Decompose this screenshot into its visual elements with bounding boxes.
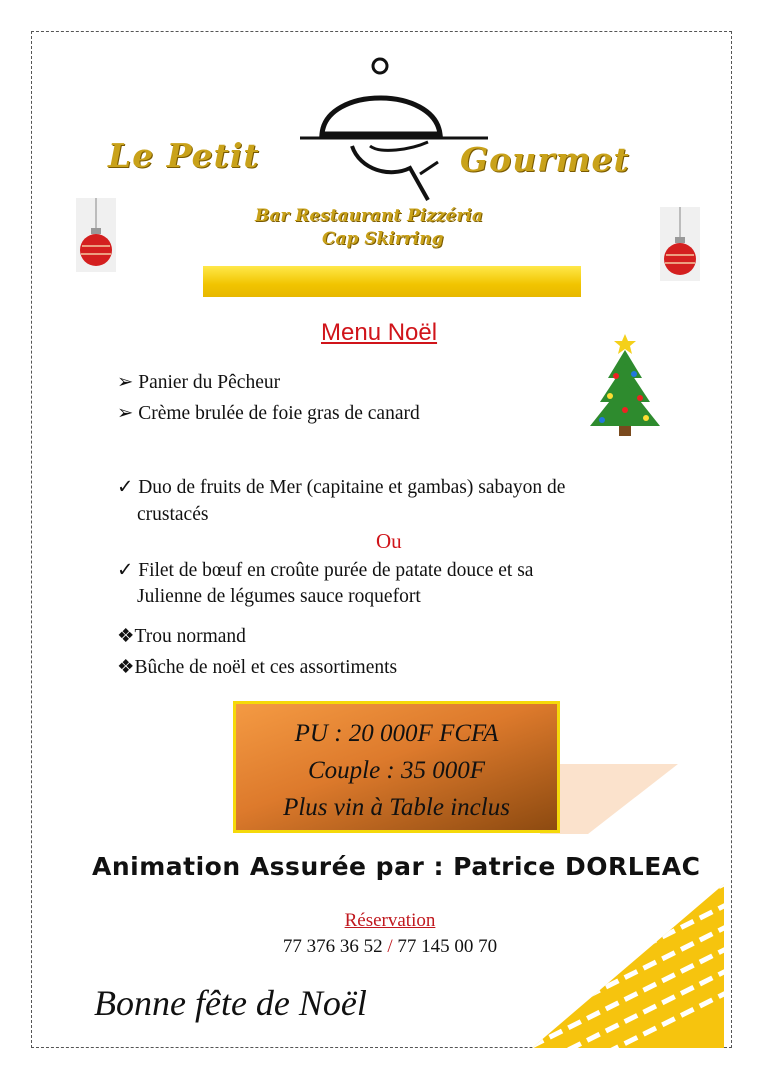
- logo-subtitle-2: Cap Skirring: [322, 229, 444, 249]
- diamond-bullet-icon: ❖: [117, 626, 135, 647]
- gold-ribbon: [203, 266, 581, 297]
- logo-word-left: Le Petit: [108, 136, 260, 175]
- price-wine: Plus vin à Table inclus: [283, 794, 510, 821]
- starter-item: ➢ Panier du Pêcheur: [117, 372, 281, 393]
- price-couple: Couple : 35 000F: [307, 757, 486, 784]
- diamond-bullet-icon: ❖: [117, 657, 135, 678]
- reservation-label: Réservation: [344, 910, 436, 931]
- dessert-item: ❖Trou normand: [117, 626, 246, 647]
- logo-subtitle-1: Bar Restaurant Pizzéria: [255, 206, 483, 226]
- price-box: [233, 701, 560, 833]
- peach-ribbon-decoration: [540, 764, 680, 834]
- main-item-continuation: Julienne de légumes sauce roquefort: [137, 586, 421, 607]
- main-item: ✓ Filet de bœuf en croûte purée de patate douce et sa: [117, 560, 534, 581]
- christmas-bauble-icon-left: [76, 198, 116, 272]
- logo-word-right: Gourmet: [460, 140, 630, 179]
- animation-credit: Animation Assurée par : Patrice DORLEAC: [92, 852, 701, 881]
- phone-number[interactable]: 77 145 00 70: [397, 936, 498, 957]
- cloche-logo-icon: [300, 50, 490, 210]
- christmas-tree-icon: [584, 330, 666, 438]
- check-bullet-icon: ✓: [117, 477, 134, 498]
- phone-number[interactable]: 77 376 36 52: [282, 936, 383, 957]
- menu-title: Menu Noël: [321, 319, 438, 346]
- starter-item: ➢ Crème brulée de foie gras de canard: [117, 403, 420, 424]
- check-bullet-icon: ✓: [117, 560, 134, 581]
- gold-stripes-decoration: [532, 884, 724, 1048]
- main-item: ✓ Duo de fruits de Mer (capitaine et gambas) sabayon de: [117, 477, 566, 498]
- greeting-text: Bonne fête de Noël: [94, 983, 367, 1023]
- phone-separator: /: [387, 936, 393, 957]
- arrow-bullet-icon: ➢: [117, 403, 134, 424]
- arrow-bullet-icon: ➢: [117, 372, 134, 393]
- reservation-phones: [0, 936, 763, 958]
- dessert-item: ❖Bûche de noël et ces assortiments: [117, 657, 398, 678]
- option-separator: Ou: [376, 529, 402, 553]
- main-item-continuation: crustacés: [137, 504, 209, 525]
- price-unit: PU : 20 000F FCFA: [294, 720, 499, 747]
- christmas-bauble-icon-right: [660, 207, 700, 281]
